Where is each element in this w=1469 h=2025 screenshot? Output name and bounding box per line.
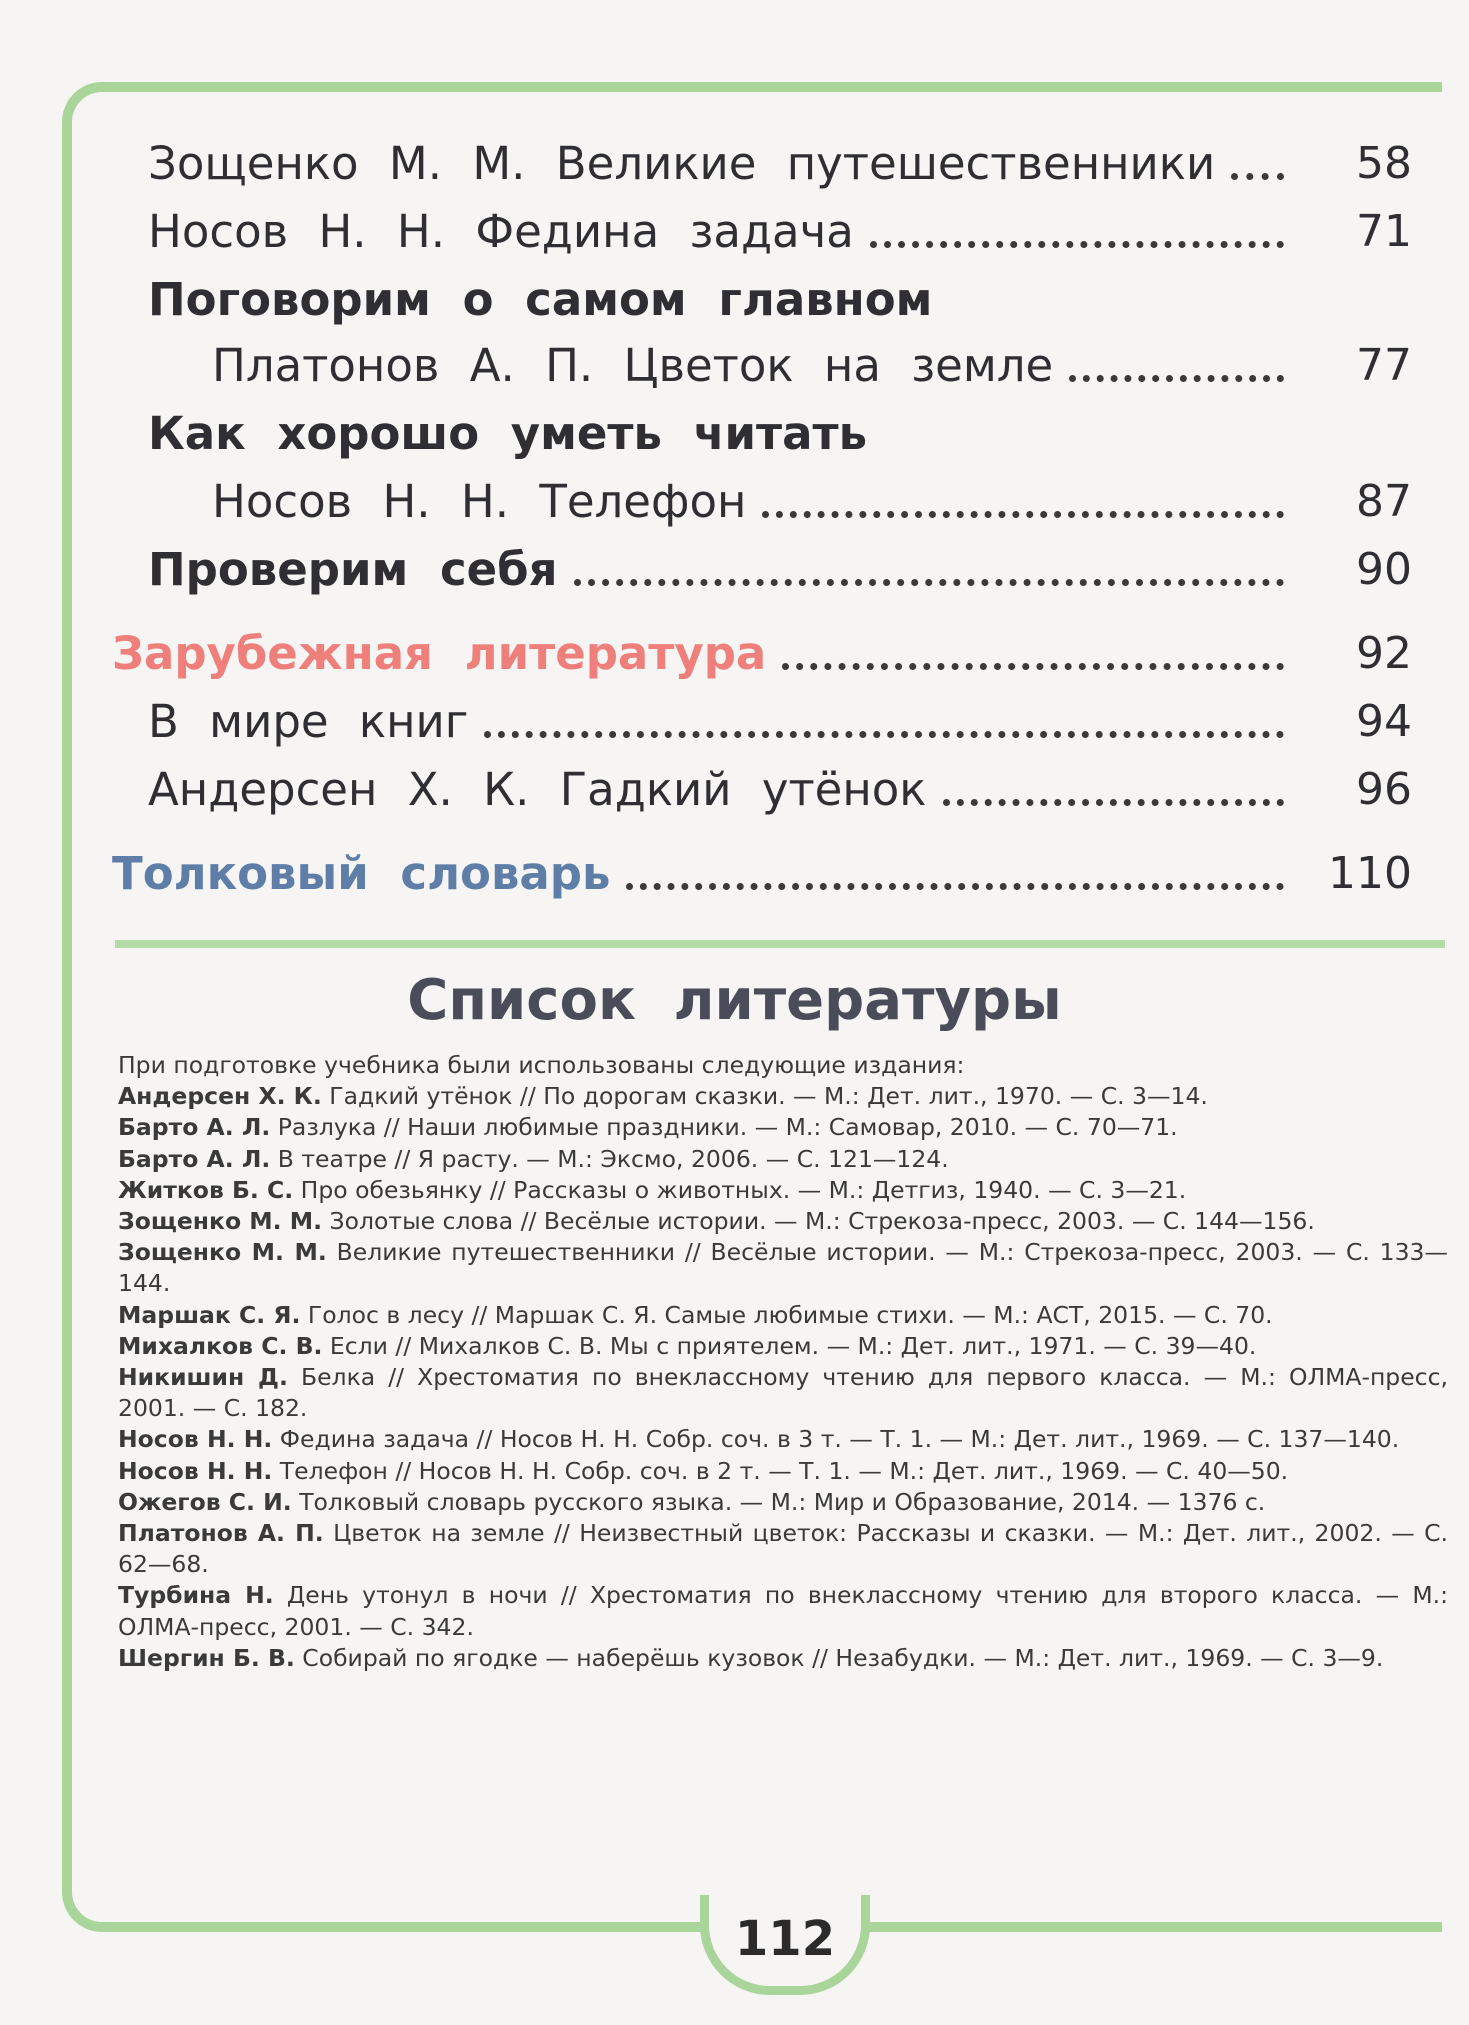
toc-leader-dots bbox=[1069, 375, 1284, 382]
bibliography-entry bbox=[118, 1487, 1448, 1518]
toc-row bbox=[112, 620, 1412, 684]
toc-row bbox=[112, 756, 1412, 820]
entry-author: Зощенко М. М. bbox=[118, 1238, 327, 1267]
bibliography-list bbox=[118, 1050, 1448, 1674]
toc-title: Проверим себя bbox=[148, 543, 558, 596]
toc-row bbox=[112, 130, 1412, 194]
entry-author: Турбина Н. bbox=[118, 1581, 274, 1610]
bibliography-entry bbox=[118, 1362, 1448, 1424]
entry-text: Собирай по ягодке — наберёшь кузовок // Незабудки. — М.: Дет. лит., 1969. — С. 3—9. bbox=[294, 1643, 1384, 1672]
toc-row bbox=[112, 468, 1412, 532]
toc-page-number: 92 bbox=[1356, 628, 1412, 679]
entry-text: Великие путешественники // Весёлые истории. — М.: Стрекоза-пресс, 2003. — С. 133—144. bbox=[118, 1238, 1449, 1298]
entry-author: Носов Н. Н. bbox=[118, 1425, 273, 1454]
entry-author: Житков Б. С. bbox=[118, 1175, 294, 1204]
bibliography-entry bbox=[118, 1206, 1448, 1237]
toc-title: Толковый словарь bbox=[112, 847, 611, 900]
toc-leader-dots bbox=[870, 241, 1284, 248]
entry-author: Никишин Д. bbox=[118, 1363, 288, 1392]
entry-author: Ожегов С. И. bbox=[118, 1487, 292, 1516]
toc-title: Андерсен Х. К. Гадкий утёнок bbox=[148, 763, 927, 816]
entry-text: Золотые слова // Весёлые истории. — М.: Стрекоза-пресс, 2003. — С. 144—156. bbox=[322, 1207, 1315, 1236]
entry-text: Белка // Хрестоматия по внеклассному чтению для первого класса. — М.: ОЛМА-пресс, 2001. — С. 182. bbox=[118, 1363, 1448, 1423]
entry-text: Голос в лесу // Маршак С. Я. Самые любимые стихи. — М.: АСТ, 2015. — С. 70. bbox=[300, 1300, 1273, 1329]
toc-page-number: 90 bbox=[1356, 544, 1412, 595]
toc-title: Зарубежная литература bbox=[112, 627, 767, 680]
entry-text: Толковый словарь русского языка. — М.: Мир и Образование, 2014. — 1376 с. bbox=[291, 1487, 1266, 1516]
entry-author: Михалков С. В. bbox=[118, 1331, 323, 1360]
bibliography-entry bbox=[118, 1112, 1448, 1143]
bibliography-entry bbox=[118, 1580, 1448, 1642]
bibliography-entry bbox=[118, 1144, 1448, 1175]
toc-page-number: 110 bbox=[1328, 848, 1412, 899]
entry-text: Разлука // Наши любимые праздники. — М.: Самовар, 2010. — С. 70—71. bbox=[270, 1113, 1178, 1142]
toc-page-number: 87 bbox=[1356, 476, 1412, 527]
toc-row bbox=[112, 266, 1412, 330]
toc-page-number: 77 bbox=[1356, 340, 1412, 391]
entry-text: Про обезьянку // Рассказы о животных. — М.: Детгиз, 1940. — С. 3—21. bbox=[293, 1175, 1187, 1204]
toc-row bbox=[112, 688, 1412, 752]
entry-text: В театре // Я расту. — М.: Эксмо, 2006. — С. 121—124. bbox=[270, 1144, 949, 1173]
toc-leader-dots bbox=[626, 883, 1284, 890]
entry-author: Шергин Б. В. bbox=[118, 1643, 295, 1672]
entry-author: Носов Н. Н. bbox=[118, 1456, 273, 1485]
entry-text: Если // Михалков С. В. Мы с приятелем. — М.: Дет. лит., 1971. — С. 39—40. bbox=[322, 1331, 1257, 1360]
page-number: 112 bbox=[700, 1895, 870, 1995]
toc-title: Поговорим о самом главном bbox=[148, 273, 933, 326]
toc-row bbox=[112, 198, 1412, 262]
entry-author: Платонов А. П. bbox=[118, 1519, 324, 1548]
bibliography-entry bbox=[118, 1237, 1448, 1299]
toc-row bbox=[112, 332, 1412, 396]
toc-row bbox=[112, 840, 1412, 904]
toc-title: Носов Н. Н. Федина задача bbox=[148, 205, 854, 258]
toc-leader-dots bbox=[1231, 173, 1284, 180]
entry-text: Цветок на земле // Неизвестный цветок: Рассказы и сказки. — М.: Дет. лит., 2002. — С. 62—68. bbox=[118, 1519, 1448, 1579]
toc-leader-dots bbox=[484, 731, 1284, 738]
bibliography-entry bbox=[118, 1081, 1448, 1112]
toc-leader-dots bbox=[574, 579, 1285, 586]
bibliography-heading: Список литературы bbox=[407, 968, 1062, 1033]
entry-author: Барто А. Л. bbox=[118, 1144, 271, 1173]
bibliography-entry bbox=[118, 1175, 1448, 1206]
toc-row bbox=[112, 400, 1412, 464]
toc-title: Зощенко М. М. Великие путешественники bbox=[148, 137, 1216, 190]
entry-author: Маршак С. Я. bbox=[118, 1300, 301, 1329]
toc-title: Как хорошо уметь читать bbox=[148, 407, 868, 460]
toc-page-number: 94 bbox=[1356, 696, 1412, 747]
bibliography-entry bbox=[118, 1456, 1448, 1487]
entry-text: Гадкий утёнок // По дорогам сказки. — М.: Дет. лит., 1970. — С. 3—14. bbox=[321, 1082, 1208, 1111]
toc-title: Носов Н. Н. Телефон bbox=[212, 475, 747, 528]
entry-text: День утонул в ночи // Хрестоматия по внеклассному чтению для второго класса. — М.: ОЛМА-пресс, 2001. — С. 342. bbox=[118, 1581, 1448, 1641]
toc-title: Платонов А. П. Цветок на земле bbox=[212, 339, 1054, 392]
bibliography-entry bbox=[118, 1518, 1448, 1580]
toc-page-number: 96 bbox=[1356, 764, 1412, 815]
toc-title: В мире книг bbox=[148, 695, 469, 748]
bibliography-entry bbox=[118, 1424, 1448, 1455]
bibliography-entry bbox=[118, 1331, 1448, 1362]
toc-leader-dots bbox=[943, 799, 1285, 806]
entry-text: Телефон // Носов Н. Н. Собр. соч. в 2 т. — Т. 1. — М.: Дет. лит., 1969. — С. 40—50. bbox=[272, 1456, 1289, 1485]
entry-author: Барто А. Л. bbox=[118, 1113, 271, 1142]
entry-text: Федина задача // Носов Н. Н. Собр. соч. в 3 т. — Т. 1. — М.: Дет. лит., 1969. — С. 137—140. bbox=[272, 1425, 1400, 1454]
toc-leader-dots bbox=[762, 511, 1284, 518]
bibliography-entry bbox=[118, 1300, 1448, 1331]
entry-author: Зощенко М. М. bbox=[118, 1207, 323, 1236]
toc-page-number: 71 bbox=[1356, 206, 1412, 257]
section-divider bbox=[115, 940, 1445, 948]
toc-leader-dots bbox=[782, 663, 1284, 670]
bibliography-intro: При подготовке учебника были использованы следующие издания: bbox=[118, 1051, 965, 1079]
bibliography-entry bbox=[118, 1643, 1448, 1674]
toc-page-number: 58 bbox=[1356, 138, 1412, 189]
toc-row bbox=[112, 536, 1412, 600]
entry-author: Андерсен Х. К. bbox=[118, 1082, 322, 1111]
